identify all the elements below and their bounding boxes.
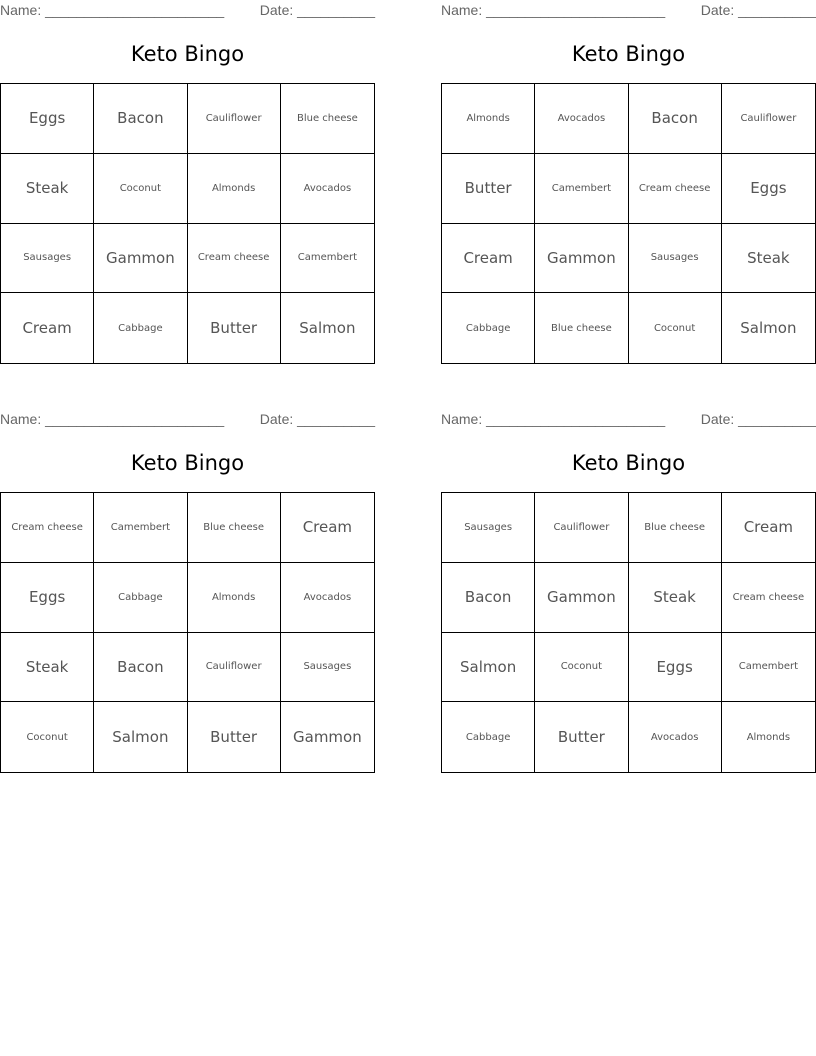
bingo-cell: Cream cheese bbox=[1, 493, 94, 563]
bingo-cell: Almonds bbox=[188, 563, 281, 633]
date-field: Date: __________ bbox=[259, 411, 375, 427]
bingo-cell: Camembert bbox=[94, 493, 187, 563]
bingo-cell: Eggs bbox=[1, 563, 94, 633]
bingo-cell: Sausages bbox=[629, 224, 722, 294]
card-title: Keto Bingo bbox=[130, 451, 245, 475]
bingo-cell: Sausages bbox=[1, 224, 94, 294]
bingo-grid bbox=[0, 83, 375, 364]
bingo-cell: Cabbage bbox=[442, 702, 535, 772]
bingo-cell: Cauliflower bbox=[535, 493, 628, 563]
bingo-cell: Almonds bbox=[188, 154, 281, 224]
card-header bbox=[441, 411, 816, 429]
bingo-cell: Butter bbox=[442, 154, 535, 224]
bingo-cell: Cauliflower bbox=[722, 84, 815, 154]
bingo-grid bbox=[441, 83, 816, 364]
bingo-cell: Coconut bbox=[1, 702, 94, 772]
bingo-cell: Steak bbox=[722, 224, 815, 294]
bingo-cell: Cabbage bbox=[442, 293, 535, 363]
bingo-cell: Cream cheese bbox=[629, 154, 722, 224]
bingo-cell: Avocados bbox=[281, 154, 374, 224]
bingo-cell: Coconut bbox=[535, 633, 628, 703]
bingo-cell: Avocados bbox=[535, 84, 628, 154]
bingo-cell: Coconut bbox=[94, 154, 187, 224]
bingo-cell: Camembert bbox=[722, 633, 815, 703]
bingo-cell: Salmon bbox=[442, 633, 535, 703]
date-field: Date: __________ bbox=[700, 2, 816, 18]
bingo-cell: Cream bbox=[442, 224, 535, 294]
date-field: Date: __________ bbox=[700, 411, 816, 427]
bingo-cell: Bacon bbox=[94, 84, 187, 154]
name-field: Name: _______________________ bbox=[441, 411, 666, 427]
bingo-cell: Camembert bbox=[281, 224, 374, 294]
bingo-cell: Cabbage bbox=[94, 293, 187, 363]
bingo-cell: Cream bbox=[281, 493, 374, 563]
card-title: Keto Bingo bbox=[130, 42, 245, 66]
bingo-cell: Almonds bbox=[746, 731, 791, 743]
bingo-cell: Sausages bbox=[281, 633, 374, 703]
bingo-cell: Cream bbox=[722, 493, 815, 563]
bingo-cell: Bacon bbox=[442, 563, 535, 633]
bingo-cell: Bacon bbox=[94, 633, 187, 703]
bingo-cell: Avocados bbox=[629, 702, 722, 772]
bingo-cell: Steak bbox=[629, 563, 722, 633]
bingo-cell: Butter bbox=[535, 702, 628, 772]
bingo-cell: Salmon bbox=[740, 319, 797, 338]
bingo-cell: Cabbage bbox=[94, 563, 187, 633]
bingo-cell: Steak bbox=[1, 633, 94, 703]
name-field: Name: _______________________ bbox=[0, 2, 225, 18]
bingo-cell: Eggs bbox=[629, 633, 722, 703]
bingo-cell: Blue cheese bbox=[281, 84, 374, 154]
bingo-cell: Steak bbox=[1, 154, 94, 224]
card-header bbox=[0, 411, 375, 429]
bingo-cell: Cream cheese bbox=[188, 224, 281, 294]
bingo-grid bbox=[0, 492, 375, 773]
bingo-cell: Gammon bbox=[293, 728, 362, 747]
name-field: Name: _______________________ bbox=[0, 411, 225, 427]
bingo-cell: Avocados bbox=[281, 563, 374, 633]
date-field: Date: __________ bbox=[259, 2, 375, 18]
bingo-cell: Eggs bbox=[1, 84, 94, 154]
bingo-cell: Cauliflower bbox=[188, 84, 281, 154]
bingo-cell: Bacon bbox=[629, 84, 722, 154]
card-title: Keto Bingo bbox=[571, 451, 686, 475]
bingo-cell: Gammon bbox=[94, 224, 187, 294]
bingo-cell: Sausages bbox=[442, 493, 535, 563]
card-header bbox=[0, 2, 375, 20]
bingo-cell: Gammon bbox=[535, 224, 628, 294]
bingo-cell: Almonds bbox=[442, 84, 535, 154]
card-title: Keto Bingo bbox=[571, 42, 686, 66]
bingo-cell: Cauliflower bbox=[188, 633, 281, 703]
card-header bbox=[441, 2, 816, 20]
bingo-cell: Eggs bbox=[722, 154, 815, 224]
bingo-cell: Blue cheese bbox=[629, 493, 722, 563]
bingo-cell: Camembert bbox=[535, 154, 628, 224]
bingo-cell: Blue cheese bbox=[188, 493, 281, 563]
bingo-cell: Salmon bbox=[94, 702, 187, 772]
bingo-cell: Cream cheese bbox=[722, 563, 815, 633]
bingo-cell: Coconut bbox=[629, 293, 722, 363]
bingo-cell: Gammon bbox=[535, 563, 628, 633]
bingo-cell: Butter bbox=[188, 702, 281, 772]
bingo-cell: Cream bbox=[1, 293, 94, 363]
bingo-cell: Butter bbox=[188, 293, 281, 363]
bingo-cell: Blue cheese bbox=[535, 293, 628, 363]
bingo-grid bbox=[441, 492, 816, 773]
name-field: Name: _______________________ bbox=[441, 2, 666, 18]
bingo-cell: Salmon bbox=[299, 319, 356, 338]
